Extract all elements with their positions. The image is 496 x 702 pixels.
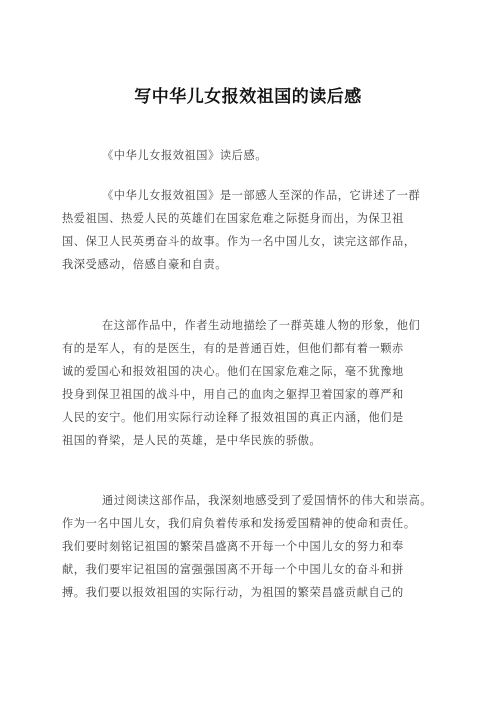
paragraph-3-line-5: 人民的安宁。他们用实际行动诠释了报效祖国的真正内涵，他们是 [62,411,404,424]
paragraph-3-line-4: 投身到保卫祖国的战斗中，用自己的血肉之躯捍卫着国家的尊严和 [62,388,404,401]
paragraph-4-line-3: 我们要时刻铭记祖国的繁荣昌盛离不开每一个中国儿女的努力和奉 [62,540,404,553]
paragraph-1-line-1: 《中华儿女报效祖国》读后感。 [102,149,268,162]
paragraph-4-line-5: 搏。我们要以报效祖国的实际行动，为祖国的繁荣昌盛贡献自己的 [62,586,404,599]
paragraph-3-line-1: 在这部作品中，作者生动地描绘了一群英雄人物的形象，他们 [102,319,421,332]
paragraph-4-line-1: 通过阅读这部作品，我深刻地感受到了爱国情怀的伟大和崇高。 [102,494,433,507]
paragraph-2-line-1: 《中华儿女报效祖国》是一部感人至深的作品，它讲述了一群 [102,189,421,202]
document-title: 写中华儿女报效祖国的读后感 [134,87,362,107]
paragraph-2-line-3: 国、保卫人民英勇奋斗的故事。作为一名中国儿女，读完这部作品， [62,235,416,248]
paragraph-3-line-2: 有的是军人，有的是医生，有的是普通百姓，但他们都有着一颗赤 [62,342,404,355]
paragraph-3-line-6: 祖国的脊梁，是人民的英雄，是中华民族的骄傲。 [62,434,322,447]
paragraph-2-line-2: 热爱祖国、热爱人民的英雄们在国家危难之际挺身而出，为保卫祖 [62,212,404,225]
paragraph-4-line-4: 献，我们要牢记祖国的富强强国离不开每一个中国儿女的奋斗和拼 [62,563,404,576]
paragraph-3-line-3: 诚的爱国心和报效祖国的决心。他们在国家危难之际，毫不犹豫地 [62,365,404,378]
paragraph-2-line-4: 我深受感动，倍感自豪和自责。 [62,258,228,271]
paragraph-4-line-2: 作为一名中国儿女，我们肩负着传承和发扬爱国精神的使命和责任。 [62,517,416,530]
